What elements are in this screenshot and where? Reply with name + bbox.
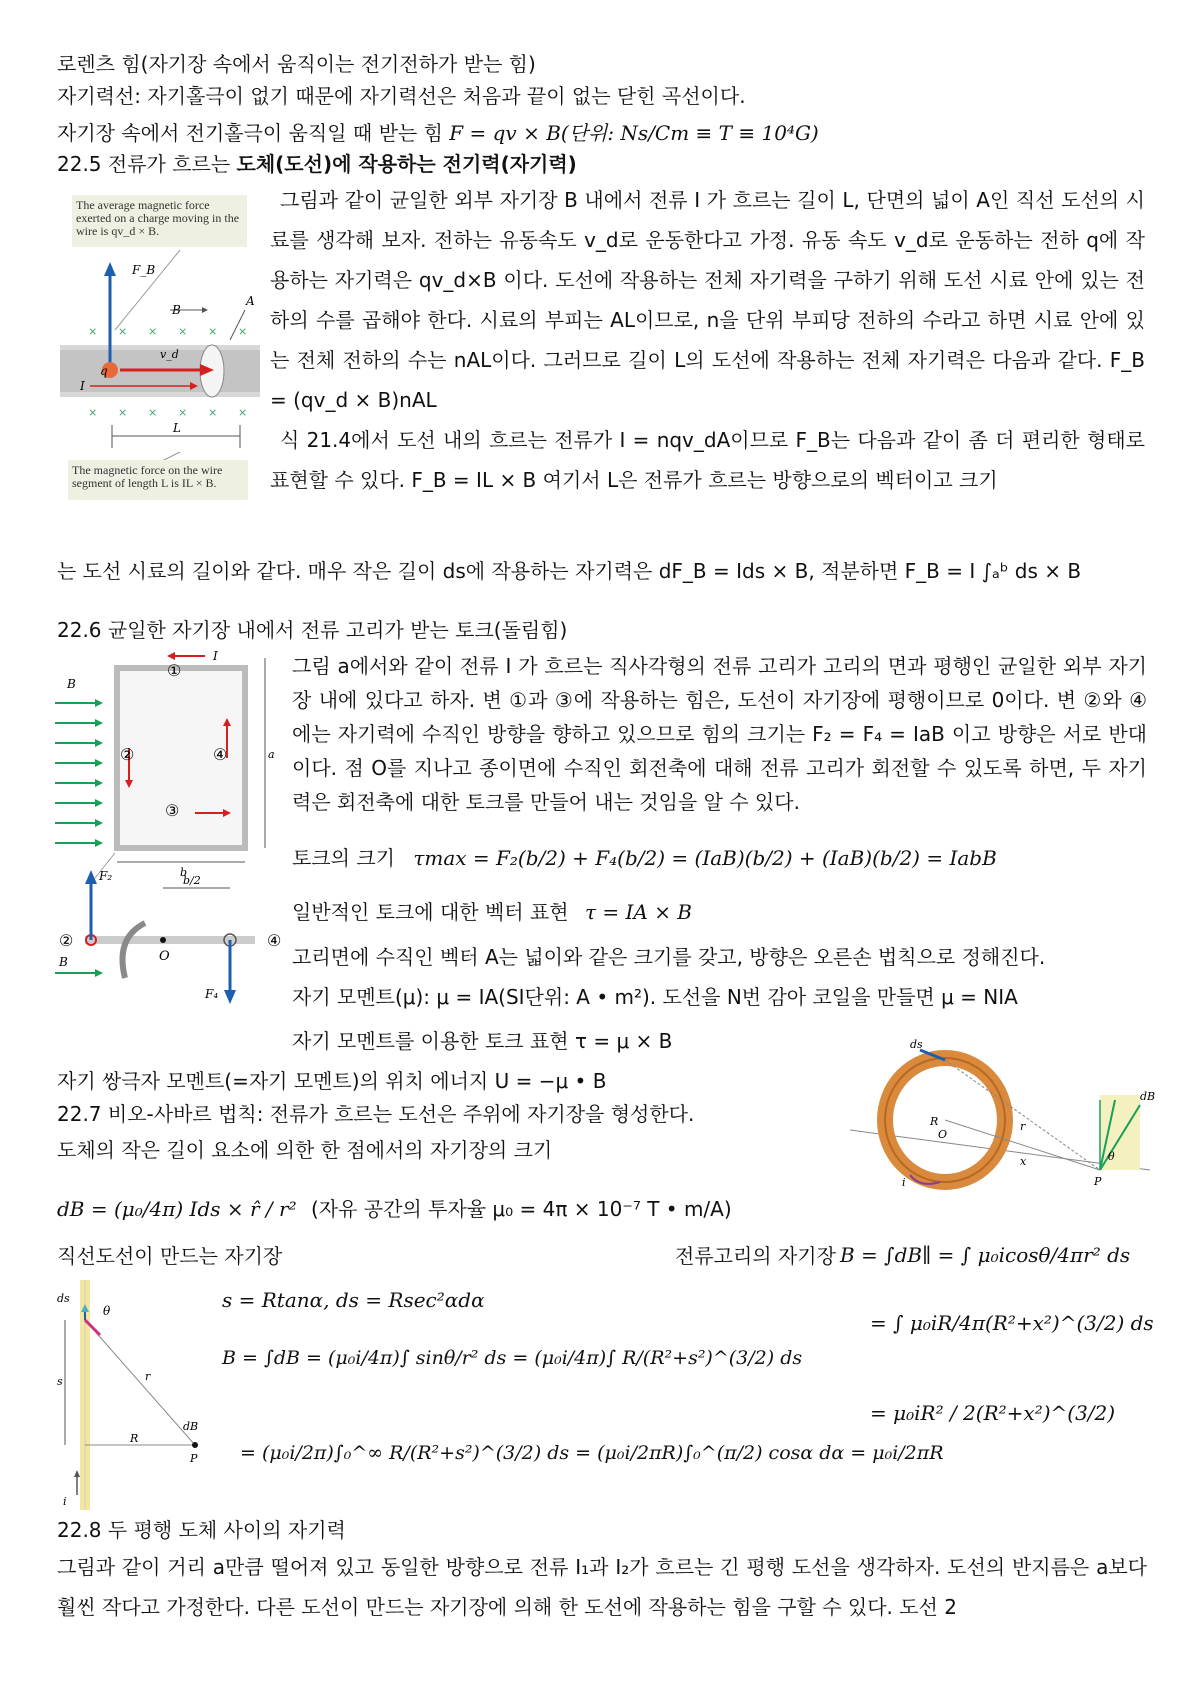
ring-point-label: P [1094, 1175, 1102, 1188]
current-label: I [80, 379, 85, 393]
side-3-label: ③ [165, 801, 180, 820]
wire-field-eq1: B = ∫dB = (μ₀i/4π)∫ sinθ/r² ds = (μ₀i/4π)∫ R/(R²+s²)^(3/2) ds [222, 1347, 803, 1369]
svg-text:×: × [88, 325, 98, 338]
vector-torque-line [292, 899, 692, 925]
biot-savart-intro: 도체의 작은 길이 요소에 의한 한 점에서의 자기장의 크기 [57, 1138, 553, 1162]
svg-text:×: × [178, 325, 188, 338]
section-22-6-heading: 22.6 균일한 자기장 내에서 전류 고리가 받는 토크(돌림힘) [57, 618, 568, 642]
side-a-label: a [268, 748, 275, 761]
line-field-lines: 자기력선: 자기홀극이 없기 때문에 자기력선은 처음과 끝이 없는 닫힌 곡선이다. [57, 84, 746, 108]
ring-x-label: x [1020, 1155, 1027, 1168]
current-ring-diagram [850, 1010, 1160, 1200]
field-label: B [172, 303, 181, 317]
charge-label: q [100, 364, 108, 378]
loop-field-label: B [67, 677, 76, 691]
torque-line [292, 845, 997, 871]
ring-theta-label: θ [1108, 1150, 1115, 1163]
figure-bottom-caption: The magnetic force on the wire segment of length L is IL × B. [68, 460, 248, 500]
straight-wire-diagram [55, 1280, 225, 1510]
side-1-label: ① [167, 661, 182, 680]
svg-text:×: × [238, 325, 248, 338]
line-lorentz-force: 로렌츠 힘(자기장 속에서 움직이는 전기전하가 받는 힘) [57, 52, 536, 76]
side-b-label: b [180, 866, 188, 879]
ring-r-label: r [1020, 1120, 1026, 1133]
paragraph-wire-force: 그림과 같이 균일한 외부 자기장 B 내에서 전류 I 가 흐르는 길이 L, 단면의 넓이 A인 직선 도선의 시료를 생각해 보자. 전하는 유동속도 v_d로 운동한다고 가정. 유동 속도 v_d로 운동하는 전하 q에 작용하는 자기력은 qv_d×B 이다. 도선에 작용하는 전체 자기력을 구하기 위해 도선 시료 안에 있는 전하의 수를 곱해야 한다. 시료의 부피는 AL이므로, n을 단위 부피당 전하의 수라고 하면 시료 안에 있는 전체 전하의 수는 nAL이다. 그러므로 길이 L의 도선에 작용하는 전체 자기력은 다음과 같다. F_B = (qv_d × B)nAL [270, 188, 1145, 412]
ring-ds-label: ds [910, 1038, 923, 1051]
svg-text:×: × [148, 325, 158, 338]
svg-text:×: × [118, 406, 128, 419]
loop-field-eq1: B = ∫dB∥ = ∫ μ₀icosθ/4πr² ds [840, 1243, 1131, 1267]
svg-text:×: × [118, 325, 128, 338]
wire-db-label: dB [183, 1420, 199, 1433]
wire-r-label: r [145, 1370, 151, 1383]
section-22-7-heading: 22.7 비오-사바르 법칙: 전류가 흐르는 도선은 주위에 자기장을 형성한다. [57, 1102, 695, 1126]
section-22-8-heading: 22.8 두 평행 도체 사이의 자기력 [57, 1518, 346, 1542]
svg-text:×: × [178, 406, 188, 419]
end-2-label: ② [59, 931, 74, 950]
loop-current-label: I [213, 649, 218, 663]
wire-current-label: i [63, 1495, 67, 1508]
area-vector-line: 고리면에 수직인 벡터 A는 넓이와 같은 크기를 갖고, 방향은 오른손 법칙으로 정해진다. [292, 945, 1046, 969]
ring-db-label: dB [1140, 1090, 1156, 1103]
torque-formula: τmax = F₂(b/2) + F₄(b/2) = (IaB)(b/2) + (IaB)(b/2) = IabB [413, 846, 997, 870]
moment-torque-line: 자기 모멘트를 이용한 토크 표현 τ = μ × B [292, 1029, 673, 1053]
permeability-note: (자유 공간의 투자율 μ₀ = 4π × 10⁻⁷ T • m/A) [310, 1197, 732, 1221]
side-field-label: B [59, 955, 68, 969]
side-4-label: ④ [213, 745, 228, 764]
length-label: L [173, 421, 181, 435]
wire-s-label: s [57, 1375, 63, 1388]
current-loop-label: 전류고리의 자기장 [675, 1244, 836, 1268]
ring-center-label: O [938, 1128, 948, 1141]
vector-torque-formula: τ = IA × B [584, 900, 693, 924]
torque-label: 토크의 크기 [292, 846, 395, 870]
paragraph-parallel-wires: 그림과 같이 거리 a만큼 떨어져 있고 동일한 방향으로 전류 I₁과 I₂가 흐르는 긴 평행 도선을 생각하자. 도선의 반지름은 a보다 훨씬 작다고 가정한다. 다른 도선이 만드는 자기장에 의해 한 도선에 작용하는 힘을 구할 수 있다. 도선 2 [57, 1555, 1147, 1619]
biot-savart-formula: dB = (μ₀/4π) Ids × r̂ / r² [57, 1197, 297, 1221]
wire-segment-figure [60, 190, 260, 520]
drift-velocity-label: v_d [160, 348, 179, 361]
section-22-5-heading [57, 151, 577, 177]
wire-ds-label: ds [57, 1292, 70, 1305]
biot-savart-line [57, 1196, 732, 1222]
area-label: A [246, 294, 255, 308]
straight-wire-figure [55, 1280, 225, 1510]
end-4-label: ④ [267, 931, 282, 950]
paragraph-loop-torque: 그림 a에서와 같이 전류 I 가 흐르는 직사각형의 전류 고리가 고리의 면과 평행인 균일한 외부 자기장 내에 있다고 하자. 변 ①과 ③에 작용하는 힘은, 도선이 자기장에 평행이므로 0이다. 변 ②와 ④에는 자기력에 수직인 방향을 향하고 있으므로 힘의 크기는 F₂ = F₄ = IaB 이고 방향은 서로 반대이다. 점 O를 지나고 종이면에 수직인 회전축에 대해 전류 고리가 회전할 수 있도록 하면, 두 자기력은 회전축에 대한 토크를 만들어 내는 것임을 알 수 있다. [292, 654, 1147, 814]
heading-bold: 도체(도선)에 작용하는 전기력(자기력) [236, 152, 577, 176]
ring-radius-label: R [930, 1115, 939, 1128]
side-2-label: ② [120, 745, 135, 764]
vector-torque-label: 일반적인 토크에 대한 벡터 표현 [292, 900, 569, 924]
force-formula: F = qv × B(단위: Ns/Cm ≡ T ≡ 10⁴G) [449, 121, 819, 145]
force-formula-text: 자기장 속에서 전기홀극이 움직일 때 받는 힘 [57, 121, 443, 145]
svg-text:×: × [208, 406, 218, 419]
wire-point-label: P [190, 1452, 198, 1465]
force-label: F_B [132, 263, 156, 277]
wire-radius-label: R [130, 1432, 139, 1445]
svg-text:×: × [238, 406, 248, 419]
loop-field-eq2: = ∫ μ₀iR/4π(R²+x²)^(3/2) ds [870, 1311, 1154, 1335]
svg-text:×: × [148, 406, 158, 419]
wire-field-eq2: = (μ₀i/2π)∫₀^∞ R/(R²+s²)^(3/2) ds = (μ₀i/2πR)∫₀^(π/2) cosα dα = μ₀i/2πR [240, 1442, 944, 1464]
ring-current-label: i [902, 1176, 906, 1189]
dipole-energy-line: 자기 쌍극자 모멘트(=자기 모멘트)의 위치 에너지 U = −μ • B [57, 1069, 607, 1093]
line-force-formula [57, 120, 819, 146]
current-loop-figure [55, 648, 295, 1028]
magnetic-moment-line: 자기 모멘트(μ): μ = IA(SI단위: A • m²). 도선을 N번 감아 코일을 만들면 μ = NIA [292, 985, 1018, 1009]
section-22-5-text [270, 180, 1145, 555]
half-b-label: b/2 [183, 874, 201, 887]
svg-text:×: × [88, 406, 98, 419]
current-loop-diagram [55, 648, 295, 1028]
f2-label: F₂ [99, 869, 113, 883]
paragraph-integral-form: 는 도선 시료의 길이와 같다. 매우 작은 길이 ds에 작용하는 자기력은 dF_B = Ids × B, 적분하면 F_B = I ∫ₐᵇ ds × B [57, 559, 1082, 583]
wire-theta-label: θ [103, 1304, 111, 1318]
paragraph-current-form: 식 21.4에서 도선 내의 흐르는 전류가 I = nqv_dA이므로 F_B는 다음과 같이 좀 더 편리한 형태로 표현할 수 있다. F_B = IL × B 여기서 L은 전류가 흐르는 방향으로의 벡터이고 크기 [270, 428, 1145, 492]
heading-plain: 22.5 전류가 흐르는 [57, 152, 237, 176]
substitution-line: s = Rtanα, ds = Rsec²αdα [222, 1288, 485, 1312]
straight-wire-label: 직선도선이 만드는 자기장 [57, 1244, 283, 1268]
f4-label: F₄ [205, 987, 219, 1001]
svg-text:×: × [208, 325, 218, 338]
current-ring-figure [850, 1010, 1160, 1200]
figure-top-caption: The average magnetic force exerted on a charge moving in the wire is qv_d × B. [72, 195, 247, 247]
loop-field-eq3: = μ₀iR² / 2(R²+x²)^(3/2) [870, 1401, 1116, 1425]
pivot-label: O [159, 949, 170, 964]
